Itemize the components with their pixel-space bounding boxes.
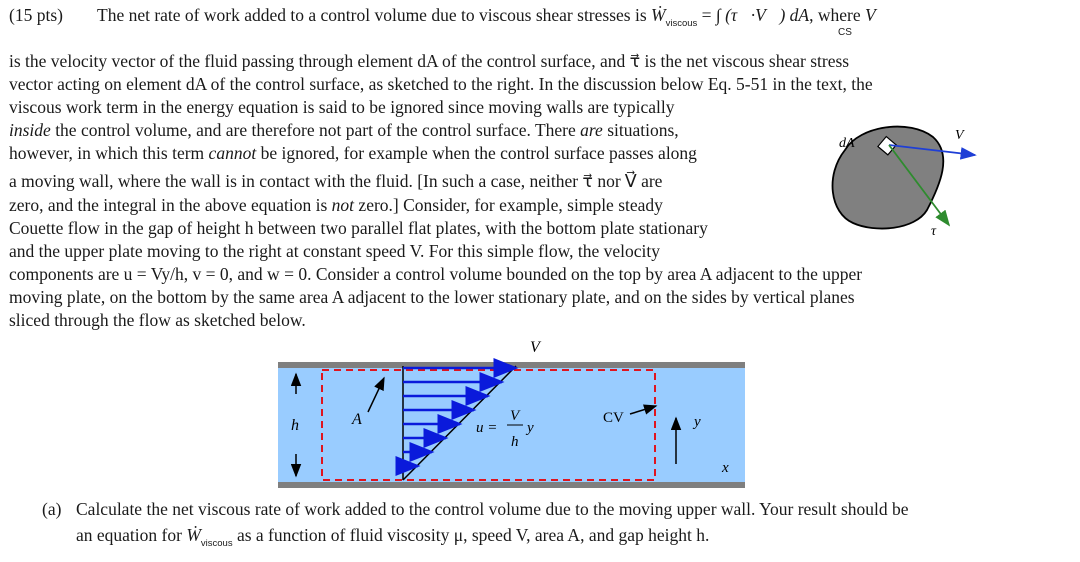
problem-line-7: a moving wall, where the wall is in contact with the fluid. [In such a case, neither τ⃗ nor V⃗ are <box>9 171 663 191</box>
problem-line-10: and the upper plate moving to the right at constant speed V. For this simple flow, the velocity <box>9 241 660 261</box>
line5-text: the control volume, and are therefore not part of the control surface. There <box>50 120 581 140</box>
surface-element-sketch <box>815 115 995 240</box>
control-volume-label: CV <box>603 410 624 426</box>
problem-line-5 <box>9 119 679 141</box>
x-axis-label: x <box>722 460 729 476</box>
problem-line-9: Couette flow in the gap of height h between two parallel flat plates, with the bottom plate stationary <box>9 218 708 238</box>
velocity-vector-symbol: V⃗ <box>865 5 890 25</box>
line6-text: however, in which this term <box>9 143 209 163</box>
part-a-wdot-subscript: viscous <box>200 538 233 549</box>
u-equation-y: y <box>527 420 534 436</box>
lower-stationary-plate <box>278 482 745 488</box>
problem-line-3: vector acting on element dA of the control surface, as sketched to the right. In the discussion below Eq. 5-51 in the text, the <box>9 74 873 94</box>
emph-cannot: cannot <box>208 143 257 163</box>
problem-line-13: sliced through the flow as sketched below. <box>9 310 306 330</box>
line8-rest: zero.] Consider, for example, simple steady <box>354 195 663 215</box>
problem-line-4: viscous work term in the energy equation is said to be ignored since moving walls are typically <box>9 97 675 117</box>
area-A-label: A <box>352 411 362 428</box>
integral-expression: ∫ (τ⃗·V⃗) dA <box>715 5 810 25</box>
sketch-tau-label: τ⃗ <box>931 224 947 239</box>
part-a-label: (a) <box>42 499 62 519</box>
u-equation-denominator: h <box>511 434 519 450</box>
part-a-wdot: Ẇ <box>186 525 201 545</box>
part-a-line-2 <box>76 524 709 550</box>
where-text: , where <box>809 5 861 25</box>
part-a-text: an equation for <box>76 525 182 545</box>
line1-text: The net rate of work added to a control volume due to viscous shear stresses is <box>97 5 647 25</box>
emph-not: not <box>331 195 355 215</box>
plate-speed-label: V <box>530 339 540 356</box>
emph-inside: inside <box>9 120 51 140</box>
part-a-line-1: Calculate the net viscous rate of work added to the control volume due to the moving upper wall. Your result should be <box>76 499 909 519</box>
wdot-symbol: Ẇ <box>651 5 666 25</box>
gap-height-label: h <box>291 417 299 434</box>
wdot-subscript: viscous <box>665 18 698 29</box>
points-label: (15 pts) <box>9 5 63 25</box>
part-a-text-rest: as a function of fluid viscosity μ, speed V, area A, and gap height h. <box>236 525 710 545</box>
integral-limit-cs: CS <box>838 27 852 38</box>
problem-line-12: moving plate, on the bottom by the same area A adjacent to the lower stationary plate, and on the sides by vertical planes <box>9 287 855 307</box>
line5-end: situations, <box>602 120 679 140</box>
dA-label: dA <box>839 136 855 151</box>
emph-are: are <box>580 120 603 140</box>
sketch-V-label: V⃗ <box>955 128 975 143</box>
line8-text: zero, and the integral in the above equation is <box>9 195 332 215</box>
line6-rest: be ignored, for example when the control surface passes along <box>256 143 697 163</box>
u-equation-numerator: V <box>510 408 520 424</box>
equals-sign: = <box>701 5 712 25</box>
u-equation-lhs: u = <box>476 420 498 436</box>
problem-line-11: components are u = Vy/h, v = 0, and w = 0. Consider a control volume bounded on the top by area A adjacent to the upper <box>9 264 863 284</box>
couette-flow-diagram <box>270 330 760 495</box>
problem-line-6 <box>9 142 697 164</box>
problem-line-1 <box>97 4 889 30</box>
problem-line-8 <box>9 194 663 216</box>
y-axis-label: y <box>694 414 701 430</box>
problem-line-2: is the velocity vector of the fluid passing through element dA of the control surface, and τ⃗ is the net viscous shear stress <box>9 51 850 71</box>
